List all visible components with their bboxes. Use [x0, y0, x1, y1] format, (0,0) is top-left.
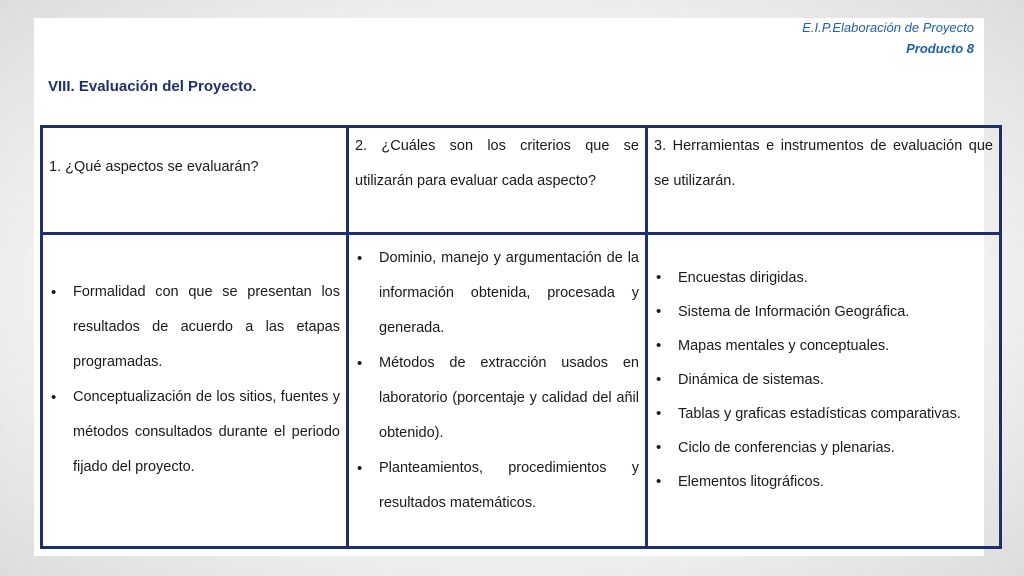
cell-tools — [647, 234, 1001, 548]
table-header-row — [42, 127, 1001, 234]
header-product-number: Producto 8 — [906, 41, 974, 56]
document-page — [34, 18, 993, 556]
list-item: • Dominio, manejo y argumentación de la información obtenida, procesada y generada. — [355, 241, 639, 346]
list-item: • Dinámica de sistemas. — [654, 363, 993, 397]
header-criteria-text: 2. ¿Cuáles son los criterios que se utilizarán para evaluar cada aspecto? — [355, 138, 639, 189]
list-item: • Sistema de Información Geográfica. — [654, 295, 993, 329]
list-item: • Tablas y graficas estadísticas comparativas. — [654, 397, 993, 431]
list-item: • Mapas mentales y conceptuales. — [654, 329, 993, 363]
header-project-name: E.I.P.Elaboración de Proyecto — [802, 20, 974, 35]
cell-criteria — [348, 234, 647, 548]
list-item: • Planteamientos, procedimientos y resultados matemáticos. — [355, 451, 639, 521]
header-aspects-text: 1. ¿Qué aspectos se evaluarán? — [49, 159, 259, 175]
tools-list — [654, 261, 993, 499]
header-cell-aspects — [42, 127, 348, 234]
list-item: • Conceptualización de los sitios, fuentes y métodos consultados durante el periodo fijado del proyecto. — [49, 380, 340, 485]
evaluation-table — [40, 125, 1002, 549]
header-cell-criteria — [348, 127, 647, 234]
header-tools-text: 3. Herramientas e instrumentos de evaluación que se utilizarán. — [654, 138, 993, 189]
list-item: • Métodos de extracción usados en laboratorio (porcentaje y calidad del añil obtenido). — [355, 346, 639, 451]
cell-aspects — [42, 234, 348, 548]
list-item: • Formalidad con que se presentan los resultados de acuerdo a las etapas programadas. — [49, 275, 340, 380]
header-cell-tools — [647, 127, 1001, 234]
section-title: VIII. Evaluación del Proyecto. — [48, 78, 257, 95]
criteria-list — [355, 241, 639, 521]
list-item: • Elementos litográficos. — [654, 465, 993, 499]
list-item: • Encuestas dirigidas. — [654, 261, 993, 295]
aspects-list — [49, 275, 340, 485]
table-body-row — [42, 234, 1001, 548]
list-item: • Ciclo de conferencias y plenarias. — [654, 431, 993, 465]
